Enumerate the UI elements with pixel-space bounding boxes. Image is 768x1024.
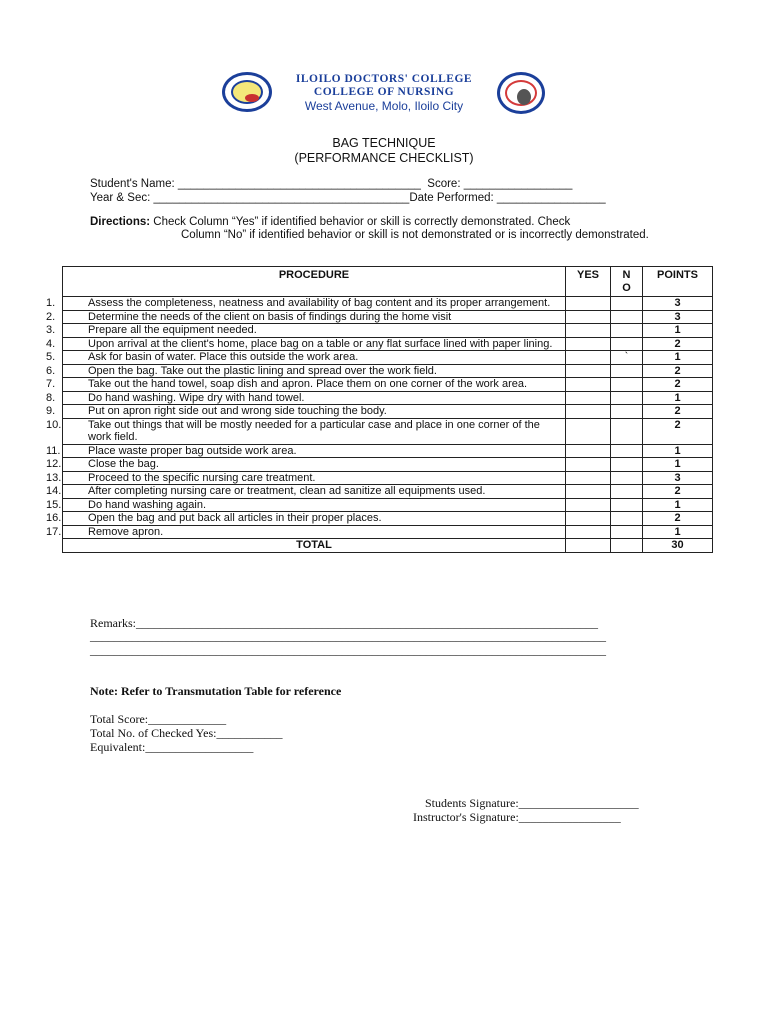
procedure-cell	[46, 525, 566, 539]
yes-checkbox-cell[interactable]	[566, 405, 611, 419]
procedure-cell	[46, 405, 566, 419]
step-number: 11.	[46, 444, 61, 457]
step-number: 15.	[46, 498, 62, 511]
no-checkbox-cell[interactable]	[611, 297, 643, 311]
table-row	[63, 512, 713, 526]
doc-title: BAG TECHNIQUE	[332, 136, 436, 150]
step-number: 16.	[46, 512, 62, 524]
no-checkbox-cell[interactable]	[611, 444, 643, 458]
table-row	[63, 310, 713, 324]
student-signature-field: Students Signature:____________________	[425, 796, 639, 810]
yes-checkbox-cell[interactable]	[566, 525, 611, 539]
procedure-header: PROCEDURE	[63, 267, 566, 297]
points-cell: 2	[643, 405, 713, 419]
yes-checkbox-cell[interactable]	[566, 498, 611, 512]
yes-checkbox-cell[interactable]	[566, 351, 611, 365]
step-text: Place waste proper bag outside work area.	[88, 444, 297, 457]
equivalent-field: Equivalent:__________________	[90, 740, 254, 754]
no-checkbox-cell[interactable]	[611, 525, 643, 539]
table-row	[63, 364, 713, 378]
points-cell: 3	[643, 471, 713, 485]
step-text: Proceed to the specific nursing care treatment.	[88, 471, 316, 484]
yes-checkbox-cell[interactable]	[566, 444, 611, 458]
yes-checkbox-cell[interactable]	[566, 471, 611, 485]
procedure-cell	[46, 512, 566, 526]
points-cell: 1	[643, 324, 713, 338]
no-checkbox-cell[interactable]	[611, 337, 643, 351]
total-no-cell	[611, 539, 643, 553]
total-score-field: Total Score:_____________	[90, 712, 227, 726]
step-text: Ask for basin of water. Place this outside the work area.	[88, 351, 359, 363]
table-row	[63, 458, 713, 472]
no-checkbox-cell[interactable]: `	[611, 351, 643, 365]
table-row	[63, 378, 713, 392]
no-checkbox-cell[interactable]	[611, 310, 643, 324]
step-number: 9.	[46, 405, 56, 417]
step-text: Upon arrival at the client's home, place bag on a table or any flat surface lined with paper lining.	[88, 337, 553, 350]
total-yes-cell	[566, 539, 611, 553]
table-row	[63, 525, 713, 539]
procedure-cell	[46, 364, 566, 378]
yes-checkbox-cell[interactable]	[566, 378, 611, 392]
table-row	[63, 471, 713, 485]
procedure-cell	[46, 458, 566, 472]
table-row	[63, 351, 713, 365]
no-header: N O	[611, 267, 643, 297]
directions-line1: Check Column “Yes” if identified behavior or skill is correctly demonstrated. Check	[153, 216, 571, 228]
directions	[90, 216, 678, 242]
points-header: POINTS	[643, 267, 713, 297]
procedure-cell	[46, 310, 566, 324]
yes-checkbox-cell[interactable]	[566, 310, 611, 324]
step-text: Open the bag. Take out the plastic lining and spread over the work field.	[88, 364, 437, 377]
no-checkbox-cell[interactable]	[611, 418, 643, 444]
points-cell: 1	[643, 391, 713, 405]
yes-checkbox-cell[interactable]	[566, 418, 611, 444]
points-cell: 3	[643, 297, 713, 311]
no-checkbox-cell[interactable]	[611, 498, 643, 512]
step-number: 8.	[46, 391, 56, 404]
table-row	[63, 324, 713, 338]
step-text: Do hand washing again.	[88, 498, 207, 511]
college-name: ILOILO DOCTORS' COLLEGE	[295, 73, 473, 85]
directions-label: Directions:	[90, 216, 151, 228]
step-number: 4.	[46, 337, 56, 350]
instructor-signature-field: Instructor's Signature:_________________	[413, 810, 621, 824]
procedure-cell	[46, 297, 566, 311]
table-row	[63, 405, 713, 419]
step-number: 6.	[46, 364, 56, 377]
table-row	[63, 498, 713, 512]
total-label: TOTAL	[63, 539, 566, 553]
total-checked-field: Total No. of Checked Yes:___________	[90, 726, 283, 740]
no-checkbox-cell[interactable]	[611, 512, 643, 526]
points-cell: 1	[643, 458, 713, 472]
total-points: 30	[643, 539, 713, 553]
procedure-cell	[46, 471, 566, 485]
step-number: 2.	[46, 310, 56, 323]
yes-checkbox-cell[interactable]	[566, 324, 611, 338]
step-text: Remove apron.	[88, 525, 164, 538]
procedure-cell	[46, 498, 566, 512]
step-text: Determine the needs of the client on basis of findings during the home visit	[88, 310, 452, 323]
points-cell: 1	[643, 444, 713, 458]
yes-checkbox-cell[interactable]	[566, 391, 611, 405]
procedure-cell	[46, 391, 566, 405]
yes-checkbox-cell[interactable]	[566, 337, 611, 351]
points-cell: 2	[643, 512, 713, 526]
no-checkbox-cell[interactable]	[611, 471, 643, 485]
no-checkbox-cell[interactable]	[611, 458, 643, 472]
points-cell: 1	[643, 525, 713, 539]
table-row	[63, 337, 713, 351]
procedure-cell	[46, 324, 566, 338]
step-text: Prepare all the equipment needed.	[88, 324, 257, 336]
procedure-cell	[46, 485, 566, 499]
student-name-field: Student's Name: ______________________________________ Score: _________________	[90, 178, 573, 190]
doc-subtitle: (PERFORMANCE CHECKLIST)	[294, 151, 474, 165]
table-row	[63, 297, 713, 311]
points-cell: 2	[643, 364, 713, 378]
step-text: Put on apron right side out and wrong side touching the body.	[88, 405, 387, 417]
step-text: Close the bag.	[88, 458, 159, 470]
yes-checkbox-cell[interactable]	[566, 297, 611, 311]
remarks-line-2: ______________________________________________________________________________________	[90, 629, 606, 643]
points-cell: 1	[643, 498, 713, 512]
procedure-cell	[46, 418, 566, 444]
step-text: Assess the completeness, neatness and availability of bag content and its proper arrangement.	[88, 297, 551, 309]
yes-header: YES	[566, 267, 611, 297]
step-text: After completing nursing care or treatment, clean ad sanitize all equipments used.	[88, 485, 486, 497]
points-cell: 1	[643, 351, 713, 365]
checklist-table	[46, 266, 713, 553]
no-checkbox-cell[interactable]	[611, 405, 643, 419]
procedure-cell	[46, 378, 566, 392]
no-checkbox-cell[interactable]	[611, 378, 643, 392]
step-number: 5.	[46, 351, 56, 363]
step-number: 13.	[46, 471, 62, 484]
directions-rest: Column “No” if identified behavior or skill is not demonstrated or is incorrectly demonstrated.	[181, 229, 649, 241]
step-number: 14.	[46, 485, 62, 497]
department-name: COLLEGE OF NURSING	[313, 86, 455, 98]
table-row	[63, 391, 713, 405]
table-header-row	[63, 267, 713, 297]
yes-checkbox-cell[interactable]	[566, 485, 611, 499]
no-checkbox-cell[interactable]	[611, 485, 643, 499]
step-number: 17.	[46, 525, 62, 538]
yes-checkbox-cell[interactable]	[566, 458, 611, 472]
no-checkbox-cell[interactable]	[611, 364, 643, 378]
points-cell: 2	[643, 418, 713, 444]
no-checkbox-cell[interactable]	[611, 324, 643, 338]
procedure-cell	[46, 444, 566, 458]
step-text: Open the bag and put back all articles in their proper places.	[88, 512, 382, 524]
remarks-line-1: Remarks:_____________________________________________________________________________	[90, 616, 598, 630]
yes-checkbox-cell[interactable]	[566, 364, 611, 378]
no-checkbox-cell[interactable]	[611, 391, 643, 405]
step-number: 10.	[46, 418, 62, 431]
points-cell: 2	[643, 378, 713, 392]
remarks-line-3: ______________________________________________________________________________________	[90, 643, 606, 657]
procedure-cell	[46, 351, 566, 365]
college-address: West Avenue, Molo, Iloilo City	[304, 99, 464, 113]
step-number: 7.	[46, 378, 56, 390]
procedure-cell	[46, 337, 566, 351]
points-cell: 3	[643, 310, 713, 324]
step-number: 3.	[46, 324, 56, 336]
step-text: Do hand washing. Wipe dry with hand towel.	[88, 391, 305, 404]
points-cell: 2	[643, 337, 713, 351]
points-cell: 2	[643, 485, 713, 499]
year-sec-field: Year & Sec: ________________________________________Date Performed: _________________	[90, 192, 606, 204]
yes-checkbox-cell[interactable]	[566, 512, 611, 526]
step-text: Take out the hand towel, soap dish and apron. Place them on one corner of the work area.	[88, 378, 528, 390]
table-row	[63, 444, 713, 458]
table-row	[63, 418, 713, 444]
step-number: 1.	[46, 297, 56, 309]
table-row	[63, 485, 713, 499]
total-row	[63, 539, 713, 553]
step-number: 12.	[46, 458, 62, 470]
transmutation-note: Note: Refer to Transmutation Table for reference	[90, 684, 342, 698]
step-text: Take out things that will be mostly needed for a particular case and place in one corner of the work field.	[88, 418, 540, 443]
